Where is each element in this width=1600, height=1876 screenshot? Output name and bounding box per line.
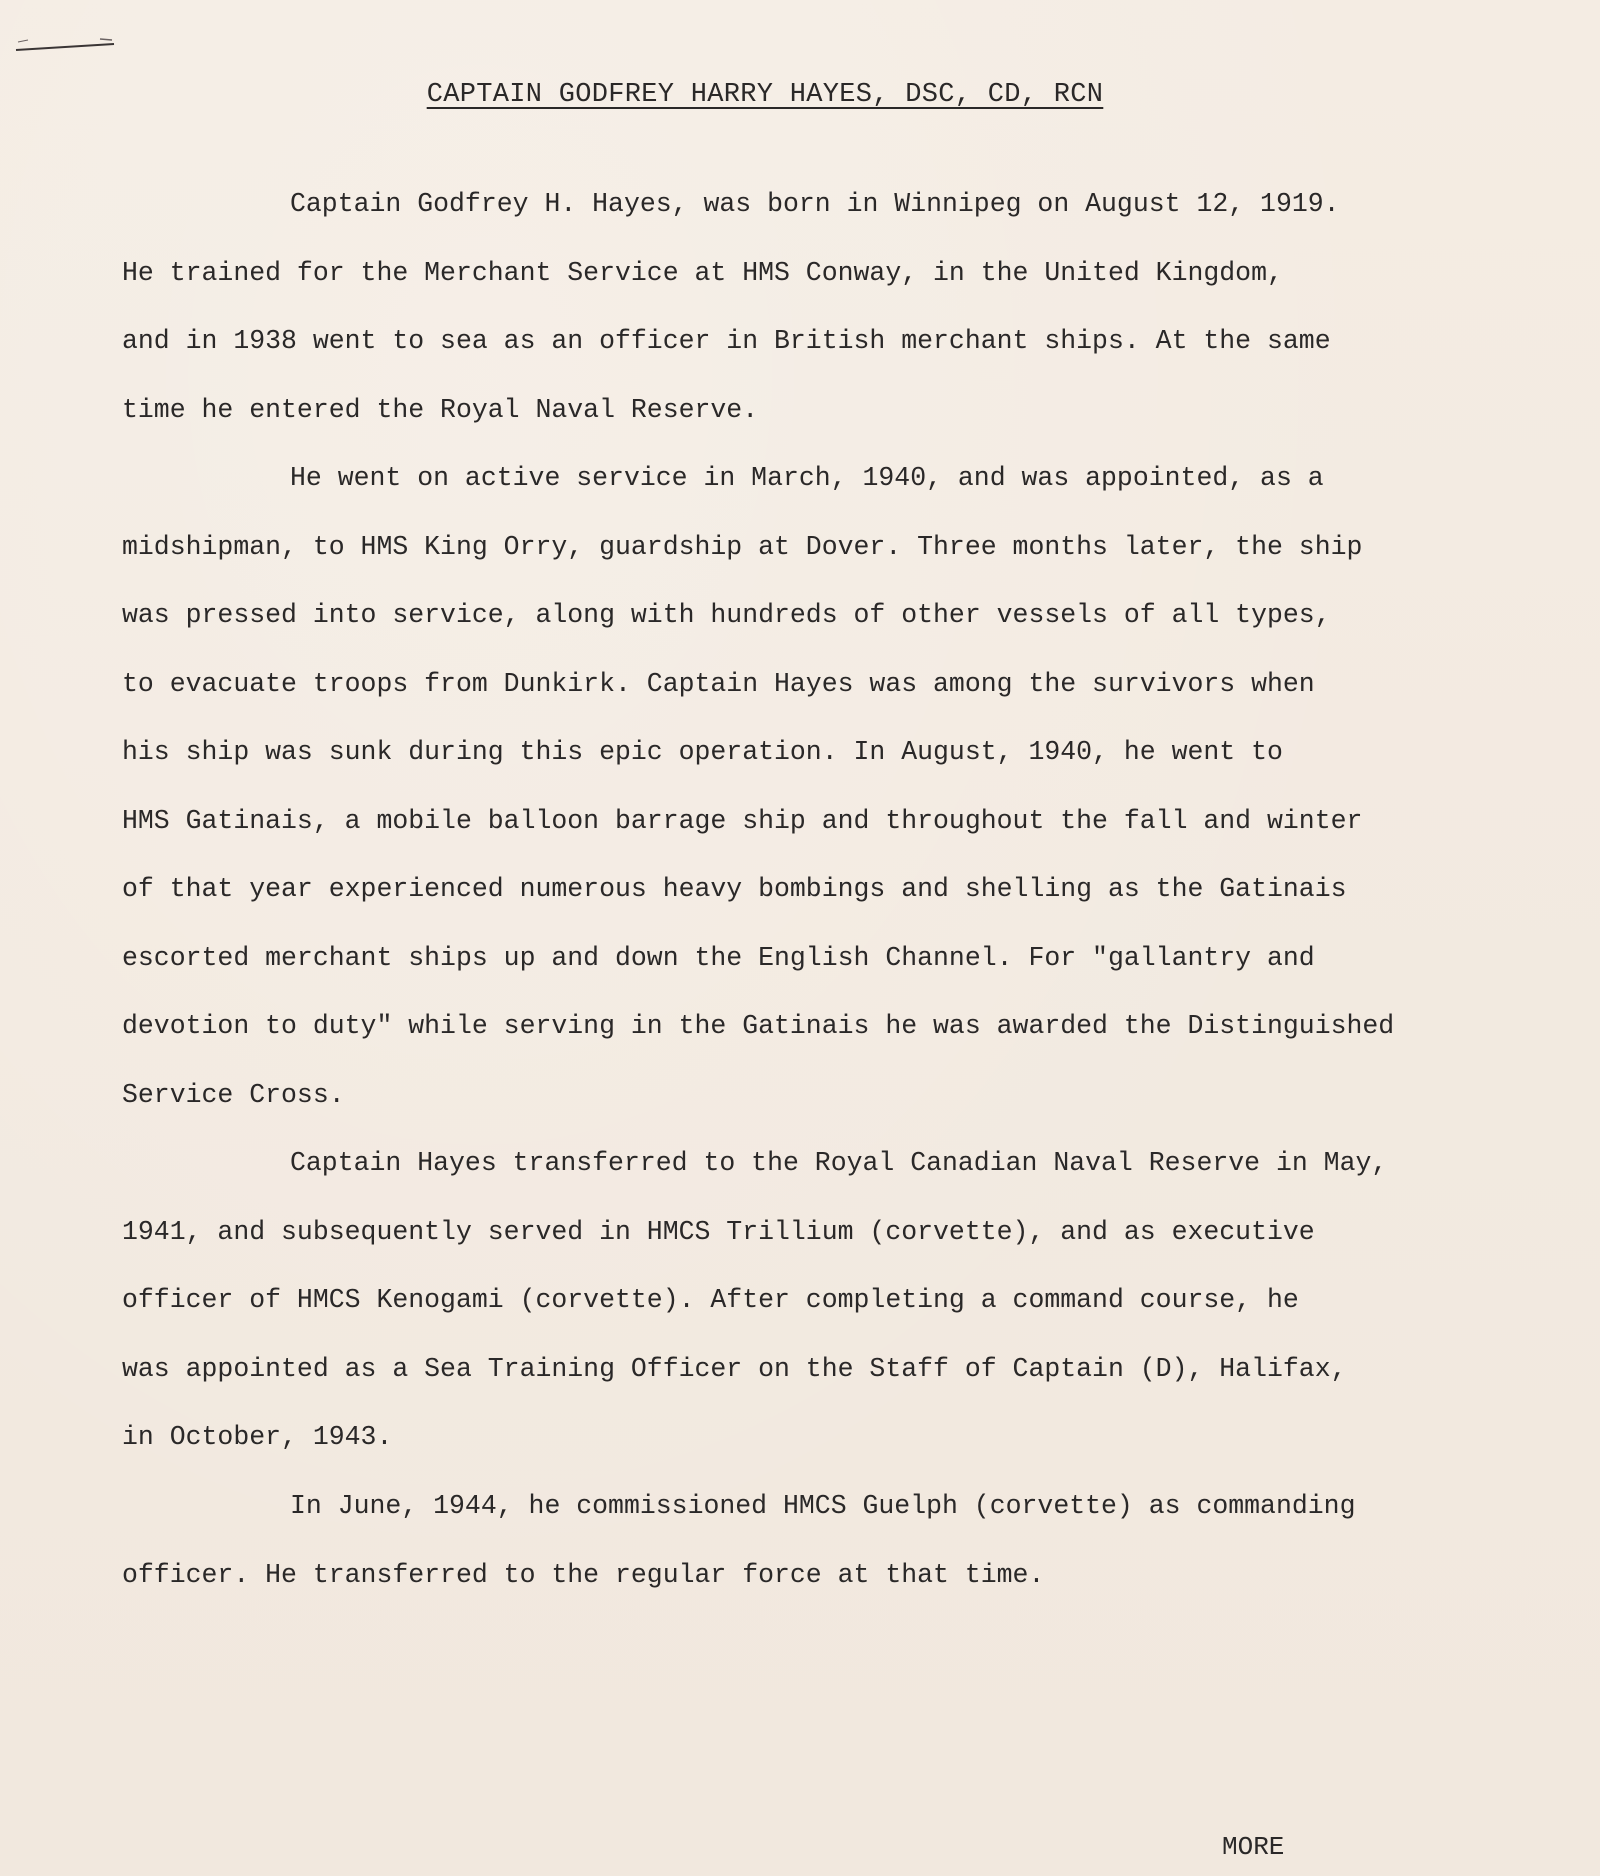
- paragraph-3: [122, 1129, 1387, 1472]
- paragraph-line: was appointed as a Sea Training Officer on the Staff of Captain (D), Halifax,: [122, 1353, 1347, 1384]
- paragraph-line: 1941, and subsequently served in HMCS Trillium (corvette), and as executive: [122, 1216, 1315, 1247]
- document-title: CAPTAIN GODFREY HARRY HAYES, DSC, CD, RCN: [426, 80, 1104, 110]
- paragraph-line: He went on active service in March, 1940, and was appointed, as a: [290, 463, 1324, 493]
- paragraph-line: midshipman, to HMS King Orry, guardship at Dover. Three months later, the ship: [122, 531, 1363, 562]
- paragraph-line: officer of HMCS Kenogami (corvette). After completing a command course, he: [122, 1285, 1299, 1315]
- paragraph-line: his ship was sunk during this epic operation. In August, 1940, he went to: [122, 737, 1283, 767]
- paragraph-line: Service Cross.: [122, 1079, 345, 1110]
- paragraph-2: [122, 444, 1394, 1129]
- paragraph-line: In June, 1944, he commissioned HMCS Guelph (corvette) as commanding: [290, 1491, 1356, 1521]
- paragraph-line: time he entered the Royal Naval Reserve.: [122, 394, 759, 425]
- paragraph-line: escorted merchant ships up and down the English Channel. For "gallantry and: [122, 942, 1315, 973]
- continuation-marker: MORE: [1222, 1832, 1285, 1862]
- paragraph-line: HMS Gatinais, a mobile balloon barrage ship and throughout the fall and winter: [122, 805, 1363, 836]
- paragraph-line: devotion to duty" while serving in the Gatinais he was awarded the Distinguished: [122, 1011, 1395, 1041]
- paragraph-1: [122, 170, 1340, 444]
- paragraph-line: was pressed into service, along with hundreds of other vessels of all types,: [122, 600, 1331, 630]
- pencil-mark: [14, 38, 118, 58]
- paragraph-line: Captain Hayes transferred to the Royal Canadian Naval Reserve in May,: [290, 1148, 1388, 1178]
- paragraph-line: Captain Godfrey H. Hayes, was born in Winnipeg on August 12, 1919.: [290, 189, 1340, 219]
- paragraph-line: to evacuate troops from Dunkirk. Captain Hayes was among the survivors when: [122, 668, 1315, 699]
- paragraph-line: officer. He transferred to the regular force at that time.: [122, 1559, 1045, 1590]
- paragraph-4: [122, 1472, 1355, 1609]
- paragraph-line: He trained for the Merchant Service at HMS Conway, in the United Kingdom,: [122, 257, 1283, 288]
- paragraph-line: in October, 1943.: [122, 1422, 393, 1452]
- paragraph-line: of that year experienced numerous heavy bombings and shelling as the Gatinais: [122, 874, 1347, 904]
- paragraph-line: and in 1938 went to sea as an officer in British merchant ships. At the same: [122, 326, 1331, 356]
